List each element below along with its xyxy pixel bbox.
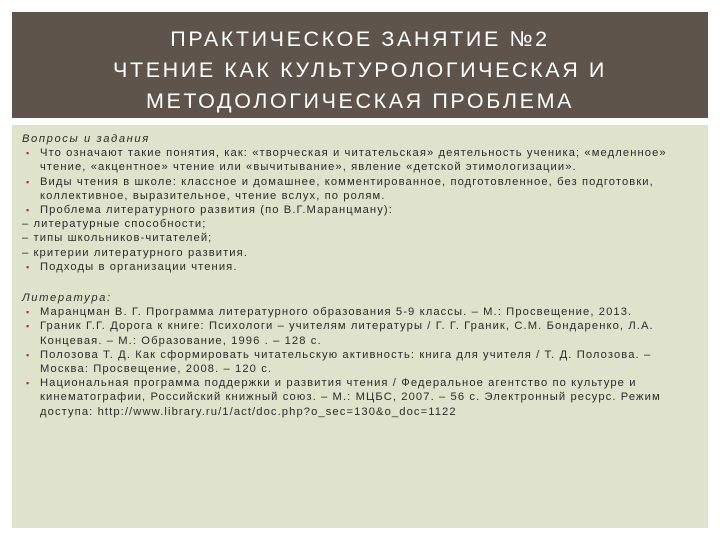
list-item [22,348,698,376]
square-bullet-icon: ▪ [26,261,31,272]
square-bullet-icon: ▪ [26,176,31,187]
list-item [22,203,698,217]
square-bullet-icon: ▪ [26,349,31,360]
list-item [22,305,698,319]
square-bullet-icon: ▪ [26,378,31,389]
title-line-2: ЧТЕНИЕ КАК КУЛЬТУРОЛОГИЧЕСКАЯ И [113,58,607,82]
question-text: Проблема литературного развития (по В.Г.Маранцману): [40,204,393,217]
square-bullet-icon: ▪ [26,205,31,216]
reference-text: Национальная программа поддержки и развития чтения / Федеральное агентство по культуре и кинематографии, Российский книжный союз. – М.: МЦБС, 2007. – 56 с. Электронный ресурс. Режим доступа: http://www.library.ru/1/act/doc.php?o_sec=130&o_doc=1122 [40,377,661,418]
square-bullet-icon: ▪ [26,321,31,332]
list-item [22,319,698,347]
dash-item: – литературные способности; [22,218,207,231]
reference-text: Маранцман В. Г. Программа литературного образования 5-9 классы. – М.: Просвещение, 2013. [40,306,633,319]
list-item [22,146,698,174]
question-text: Что означают такие понятия, как: «творческая и читательская» деятельность ученика; «медленное» чтение, «акцентное» чтение или «вычитывание», явление «детской этимологизации». [40,147,667,174]
title-line-3: МЕТОДОЛОГИЧЕСКАЯ ПРОБЛЕМА [145,89,575,113]
questions-heading: Вопросы и задания [22,133,150,145]
square-bullet-icon: ▪ [26,148,31,159]
square-bullet-icon: ▪ [26,307,31,318]
question-text: Подходы в организации чтения. [40,260,238,273]
reference-text: Полозова Т. Д. Как сформировать читательскую активность: книга для учителя / Т. Д. Полозова. – Москва: Просвещение, 2008. – 120 с. [40,348,652,376]
content-panel [12,125,708,528]
question-text: Виды чтения в школе: классное и домашнее, комментированное, подготовленное, без подготовки, коллективное, выразительное, чтение вслух, по ролям. [40,175,654,202]
list-item [22,260,698,274]
dash-item: – критерии литературного развития. [22,246,249,259]
list-item [22,376,698,419]
list-item [22,175,698,203]
literature-heading: Литература: [22,292,112,305]
reference-text: Граник Г.Г. Дорога к книге: Психологи – учителям литературы / Г. Г. Граник, С.М. Бондаренко, Л.А. Концевая. – М.: Образование, 1996 . – 128 с. [40,320,654,347]
title-banner [12,12,708,118]
dash-item: – типы школьников-читателей; [22,232,213,245]
title-line-1: ПРАКТИЧЕСКОЕ ЗАНЯТИЕ №2 [170,27,550,51]
